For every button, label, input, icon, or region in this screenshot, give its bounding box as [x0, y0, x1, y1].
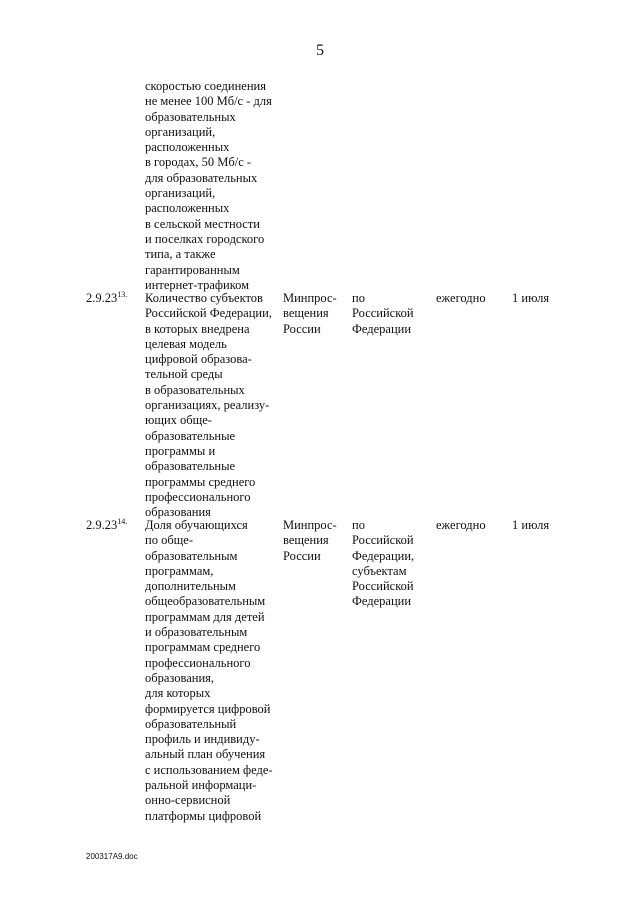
row-frequency: ежегодно	[436, 518, 486, 532]
page-number: 5	[316, 42, 324, 59]
row-date: 1 июля	[512, 518, 550, 532]
row-number-text: 2.9.23	[86, 518, 118, 532]
row-number-sup: 14.	[117, 516, 128, 526]
row-number	[86, 291, 142, 306]
row-number-text: 2.9.23	[86, 291, 118, 305]
row-scope: по Российской Федерации, субъектам Российской Федерации	[352, 518, 415, 609]
row-number	[86, 518, 142, 533]
row-description: скоростью соединения не менее 100 Мб/с - для образовательных организаций, расположенных в городах, 50 Мб/с - для образовательных организаций, расположенных в сельской местности и поселках городского типа, а также гарантированным интернет-трафиком	[145, 79, 272, 292]
row-organization: Минпрос- вещения России	[283, 291, 337, 336]
row-date: 1 июля	[512, 291, 550, 305]
row-description: Количество субъектов Российской Федерации, в которых внедрена целевая модель цифровой образова- тельной среды в образовательных организациях, реализу- ющих обще- образовательные программы и образовательные программы среднего профессионального образования	[145, 291, 272, 520]
row-scope: по Российской Федерации	[352, 291, 414, 336]
row-frequency: ежегодно	[436, 291, 486, 305]
row-organization: Минпрос- вещения России	[283, 518, 337, 563]
row-description: Доля обучающихся по обще- образовательным программам, дополнительным общеобразовательным программам для детей и образовательным программам среднего профессионального образования, для которых формируется цифровой образовательный профиль и индивиду- альный план обучения с использованием феде- ральной информаци- онно-сервисной платформы цифровой	[145, 518, 273, 823]
row-number-sup: 13.	[117, 289, 128, 299]
footer-filename: 200317A9.doc	[86, 852, 138, 861]
